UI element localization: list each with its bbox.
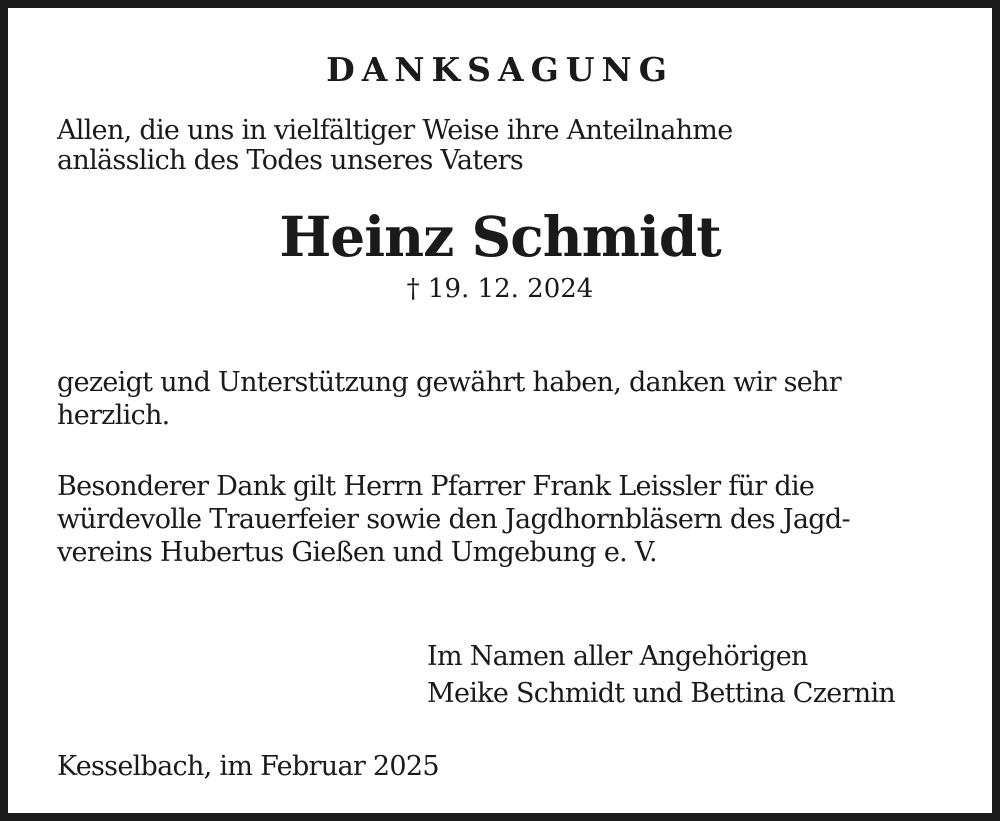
special-thanks-paragraph [57,470,850,569]
signature-line: Meike Schmidt und Bettina Czernin [427,678,896,709]
special-thanks-line: würdevolle Trauerfeier sowie den Jagdhornbläsern des Jagd- [57,504,850,535]
place-and-date: Kesselbach, im Februar 2025 [57,751,439,782]
thanks-paragraph [57,366,841,432]
death-date: † 19. 12. 2024 [406,274,594,304]
thanks-line: herzlich. [57,400,170,431]
signature-line: Im Namen aller Angehörigen [427,641,808,672]
deceased-name: Heinz Schmidt [279,204,721,269]
notice-heading: DANKSAGUNG [326,50,674,89]
intro-line: anlässlich des Todes unseres Vaters [57,145,524,176]
special-thanks-line: vereins Hubertus Gießen und Umgebung e. V. [57,537,657,568]
special-thanks-line: Besonderer Dank gilt Herrn Pfarrer Frank Leissler für die [57,471,815,502]
intro-line: Allen, die uns in vielfältiger Weise ihre Anteilnahme [57,115,733,146]
thanks-line: gezeigt und Unterstützung gewährt haben, danken wir sehr [57,367,841,398]
intro-paragraph [57,116,733,176]
signature-block [427,638,895,712]
